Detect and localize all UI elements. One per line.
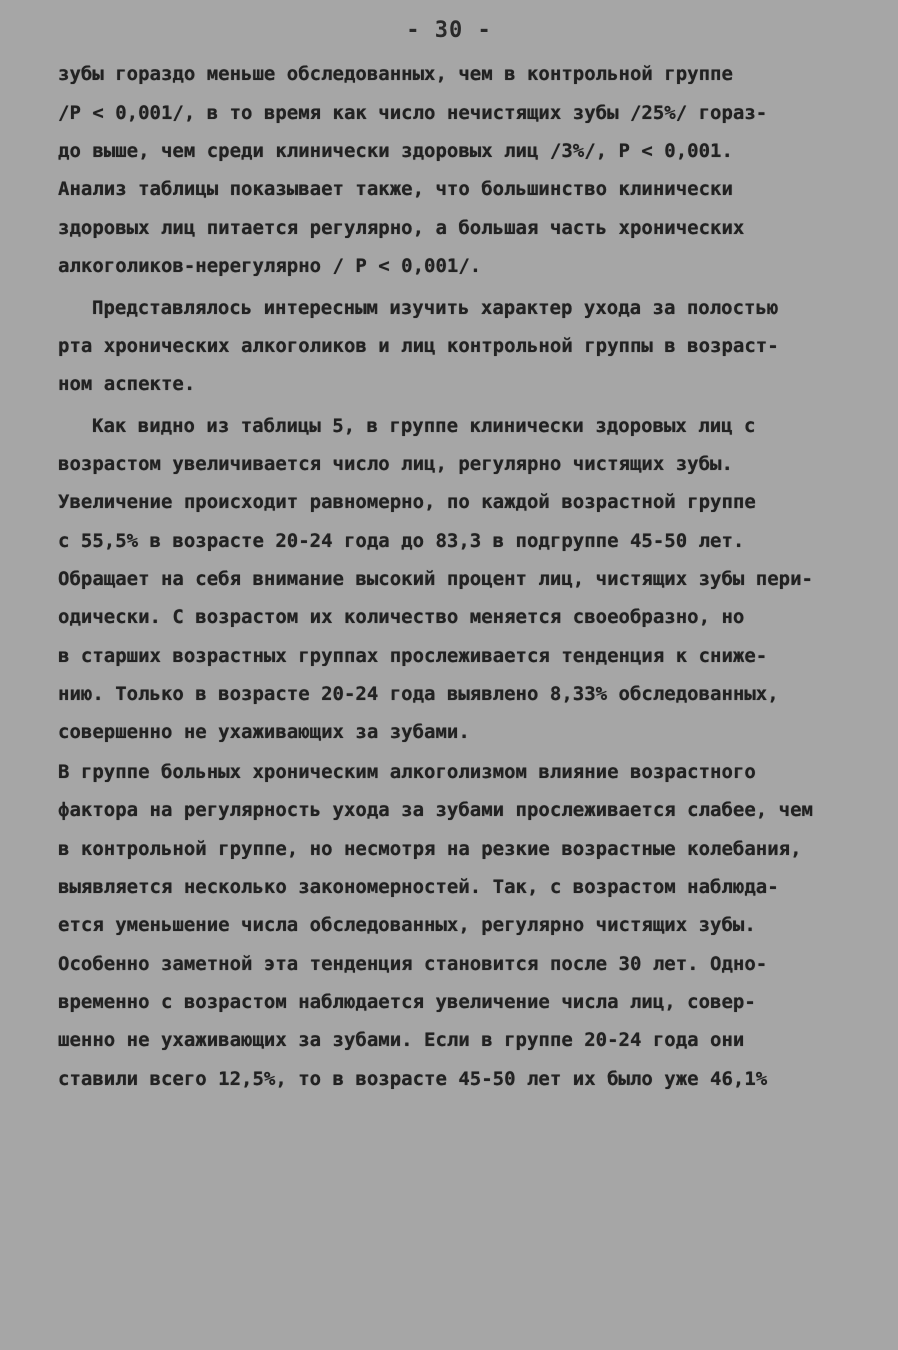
text-line: нию. Только в возрасте 20-24 года выявлено 8,33% обследованных,	[58, 683, 779, 705]
text-line: шенно не ухаживающих за зубами. Если в группе 20-24 года они	[58, 1029, 745, 1051]
text-line: возрастом увеличивается число лиц, регулярно чистящих зубы.	[58, 453, 733, 475]
text-line: В группе больных хроническим алкоголизмом влияние возрастного	[58, 761, 756, 783]
text-line: Обращает на себя внимание высокий процент лиц, чистящих зубы пери-	[58, 568, 813, 590]
text-line: до выше, чем среди клинически здоровых лиц /3%/, P < 0,001.	[58, 140, 733, 162]
text-line: выявляется несколько закономерностей. Так, с возрастом наблюда-	[58, 876, 779, 898]
text-line: Как видно из таблицы 5, в группе клинически здоровых лиц с	[92, 415, 756, 437]
text-line: алкоголиков-нерегулярно / P < 0,001/.	[58, 255, 482, 277]
text-line: Анализ таблицы показывает также, что большинство клинически	[58, 178, 733, 200]
text-line: здоровых лиц питается регулярно, а большая часть хронических	[58, 217, 745, 239]
text-line: временно с возрастом наблюдается увеличение числа лиц, совер-	[58, 991, 756, 1013]
text-line: совершенно не ухаживающих за зубами.	[58, 721, 470, 743]
text-line: одически. С возрастом их количество меняется своеобразно, но	[58, 606, 745, 628]
text-line: фактора на регулярность ухода за зубами прослеживается слабее, чем	[58, 799, 813, 821]
text-line: ном аспекте.	[58, 373, 196, 395]
text-line: Представлялось интересным изучить характер ухода за полостью	[92, 297, 779, 319]
text-line: ставили всего 12,5%, то в возрасте 45-50 лет их было уже 46,1%	[58, 1068, 768, 1090]
text-line: зубы гораздо меньше обследованных, чем в контрольной группе	[58, 63, 733, 85]
text-line: Особенно заметной эта тенденция становится после 30 лет. Одно-	[58, 953, 768, 975]
text-line: с 55,5% в возрасте 20-24 года до 83,3 в подгруппе 45-50 лет.	[58, 530, 745, 552]
text-line: рта хронических алкоголиков и лиц контрольной группы в возраст-	[58, 335, 779, 357]
text-line: ется уменьшение числа обследованных, регулярно чистящих зубы.	[58, 914, 756, 936]
text-line: в старших возрастных группах прослеживается тенденция к сниже-	[58, 645, 768, 667]
text-line: /P < 0,001/, в то время как число нечистящих зубы /25%/ гораз-	[58, 102, 768, 124]
text-line: в контрольной группе, но несмотря на резкие возрастные колебания,	[58, 838, 802, 860]
text-line: Увеличение происходит равномерно, по каждой возрастной группе	[58, 491, 756, 513]
page-number: - 30 -	[406, 18, 492, 43]
